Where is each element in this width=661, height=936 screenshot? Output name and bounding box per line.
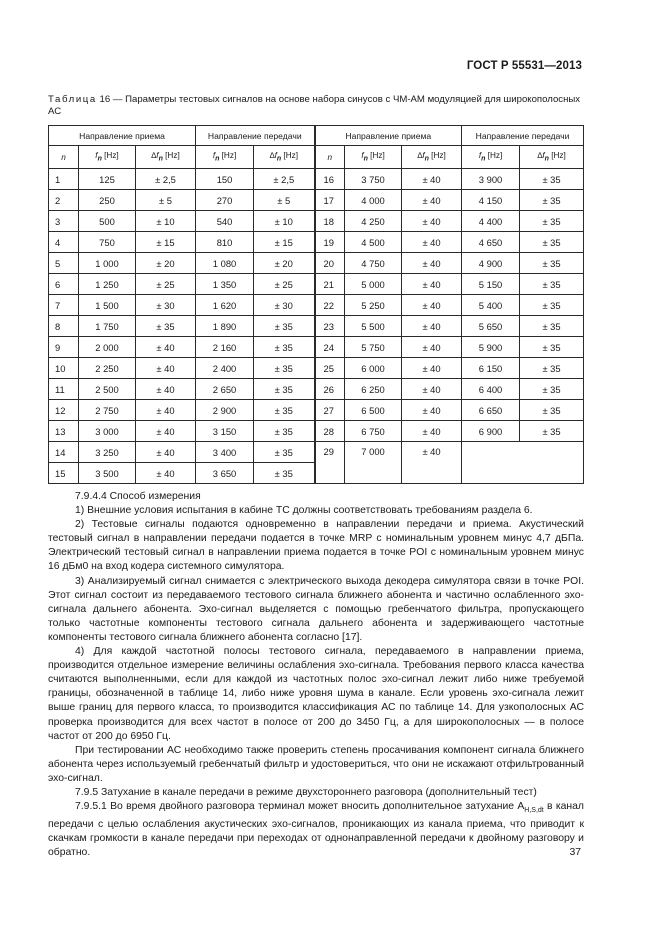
table-cell: 5 650 bbox=[462, 316, 520, 337]
table-cell: ± 35 bbox=[520, 421, 584, 442]
table-cell: 15 bbox=[49, 463, 79, 484]
column-header-frequency: $f_n$ [Hz] bbox=[462, 146, 520, 169]
table-cell: 4 bbox=[49, 232, 79, 253]
table-cell: 2 400 bbox=[196, 358, 254, 379]
table-cell: ± 35 bbox=[520, 295, 584, 316]
table-cell: 4 250 bbox=[345, 211, 402, 232]
table-cell: ± 35 bbox=[136, 316, 196, 337]
table-cell: 1 890 bbox=[196, 316, 254, 337]
table-cell: ± 40 bbox=[402, 442, 462, 484]
table-row bbox=[49, 358, 584, 379]
table-cell: ± 40 bbox=[402, 190, 462, 211]
table-cell: 3 150 bbox=[196, 421, 254, 442]
table-cell: 2 160 bbox=[196, 337, 254, 358]
group-header-row bbox=[49, 126, 584, 146]
table-cell: 1 500 bbox=[79, 295, 136, 316]
table-cell: ± 25 bbox=[254, 274, 315, 295]
table-cell: 4 650 bbox=[462, 232, 520, 253]
table-cell: ± 2,5 bbox=[254, 169, 315, 190]
table-cell: 3 250 bbox=[79, 442, 136, 463]
table-cell: 3 400 bbox=[196, 442, 254, 463]
table-cell: 10 bbox=[49, 358, 79, 379]
group-header-transmit-2: Направление передачи bbox=[462, 126, 584, 146]
table-cell: 3 900 bbox=[462, 169, 520, 190]
table-cell: ± 20 bbox=[254, 253, 315, 274]
table-cell: 24 bbox=[315, 337, 345, 358]
table-cell: 18 bbox=[315, 211, 345, 232]
table-cell: ± 40 bbox=[136, 463, 196, 484]
table-cell: ± 2,5 bbox=[136, 169, 196, 190]
column-header-row bbox=[49, 146, 584, 169]
table-cell: ± 35 bbox=[520, 379, 584, 400]
table-cell: ± 40 bbox=[402, 400, 462, 421]
table-row bbox=[49, 274, 584, 295]
table-cell: 29 bbox=[315, 442, 345, 484]
table-cell: 4 150 bbox=[462, 190, 520, 211]
table-cell: 6 150 bbox=[462, 358, 520, 379]
paragraph-1: 1) Внешние условия испытания в кабине ТС должны соответствовать требованиям раздела 6. bbox=[75, 505, 533, 517]
table-cell: ± 35 bbox=[520, 169, 584, 190]
table-cell: ± 35 bbox=[254, 442, 315, 463]
table-cell: 6 750 bbox=[345, 421, 402, 442]
table-cell: 2 900 bbox=[196, 400, 254, 421]
table-cell: 3 000 bbox=[79, 421, 136, 442]
table-cell: 6 250 bbox=[345, 379, 402, 400]
table-cell: 17 bbox=[315, 190, 345, 211]
test-signal-parameters-table bbox=[48, 125, 584, 484]
table-cell: 6 bbox=[49, 274, 79, 295]
table-cell: 5 150 bbox=[462, 274, 520, 295]
table-cell: 5 000 bbox=[345, 274, 402, 295]
table-cell: ± 20 bbox=[136, 253, 196, 274]
paragraph-measurement-method: 7.9.4.4 Способ измерения bbox=[75, 491, 201, 502]
table-cell: 5 400 bbox=[462, 295, 520, 316]
table-row bbox=[49, 442, 584, 463]
section-text bbox=[48, 490, 584, 861]
table-cell: ± 40 bbox=[402, 232, 462, 253]
table-cell: ± 10 bbox=[254, 211, 315, 232]
table-cell: 5 750 bbox=[345, 337, 402, 358]
table-cell: 22 bbox=[315, 295, 345, 316]
table-cell: 1 000 bbox=[79, 253, 136, 274]
group-header-transmit-1: Направление передачи bbox=[196, 126, 315, 146]
table-cell: 27 bbox=[315, 400, 345, 421]
table-cell: 4 500 bbox=[345, 232, 402, 253]
table-cell: ± 35 bbox=[254, 358, 315, 379]
table-cell: ± 30 bbox=[254, 295, 315, 316]
column-header-deviation: $\Delta f_n$ [Hz] bbox=[254, 146, 315, 169]
table-caption-text: 16 — Параметры тестовых сигналов на основе набора синусов с ЧМ-АМ модуляцией для широкополосных АС bbox=[48, 94, 581, 117]
paragraph-4: 4) Для каждой частотной полосы тестового сигнала, передаваемого в направлении приема, производится отдельное измерение величины ослабления эхо-сигнала. Требования первого класса качества считаются выполненными, если для каждой из частотных полос эхо-сигнал лежит либо ниже требуемой границы, обозначенной в таблице 14, либо ниже уровня шума в канале. Если уровень эхо-сигнала лежит выше границ для первого класса, то производится классификация АС по таблице 14. Для узкополосных АС проверка производится для всех частот в полосе от 200 до 3450 Гц, а для широкополосных — в полосе частот от 200 до 6950 Гц. bbox=[48, 646, 584, 742]
table-cell: 6 000 bbox=[345, 358, 402, 379]
table-cell: 2 750 bbox=[79, 400, 136, 421]
table-cell: ± 35 bbox=[254, 337, 315, 358]
table-cell: 2 250 bbox=[79, 358, 136, 379]
table-cell: 750 bbox=[79, 232, 136, 253]
table-cell: 20 bbox=[315, 253, 345, 274]
table-cell: ± 40 bbox=[402, 379, 462, 400]
table-cell: 1 750 bbox=[79, 316, 136, 337]
table-row bbox=[49, 421, 584, 442]
table-cell: 6 650 bbox=[462, 400, 520, 421]
paragraph-2: 2) Тестовые сигналы подаются одновременно в направлении передачи и приема. Акустический тестовый сигнал в направлении передачи подается в точке MRP с номинальным уровнем минус 4,7 дБПа. Электрический тестовый сигнал в направлении приема подается в точке POI с номинальным уровнем минус 16 дБм0 на вход кодера системного симулятора. bbox=[48, 519, 584, 573]
table-cell: 6 900 bbox=[462, 421, 520, 442]
group-header-receive-1: Направление приема bbox=[49, 126, 196, 146]
table-cell: 7 bbox=[49, 295, 79, 316]
table-cell: ± 40 bbox=[402, 337, 462, 358]
table-cell: 6 400 bbox=[462, 379, 520, 400]
table-cell: ± 40 bbox=[402, 211, 462, 232]
column-header-frequency: $f_n$ [Hz] bbox=[79, 146, 136, 169]
table-cell: 500 bbox=[79, 211, 136, 232]
empty-cell bbox=[462, 442, 584, 484]
table-cell: ± 40 bbox=[402, 169, 462, 190]
table-cell: ± 35 bbox=[520, 253, 584, 274]
table-cell: ± 25 bbox=[136, 274, 196, 295]
table-cell: 26 bbox=[315, 379, 345, 400]
table-cell: 1 620 bbox=[196, 295, 254, 316]
paragraph-5: При тестировании АС необходимо также проверить степень просачивания компонент сигнала ближнего абонента через используемый гребенчатый фильтр и удостовериться, что они не искажают отфильтрованный эхо-сигнал. bbox=[48, 744, 584, 784]
group-header-receive-2: Направление приема bbox=[315, 126, 462, 146]
table-cell: 270 bbox=[196, 190, 254, 211]
table-cell: 28 bbox=[315, 421, 345, 442]
table-cell: ± 5 bbox=[254, 190, 315, 211]
table-cell: ± 5 bbox=[136, 190, 196, 211]
table-row bbox=[49, 169, 584, 190]
table-cell: 19 bbox=[315, 232, 345, 253]
table-cell: ± 35 bbox=[520, 274, 584, 295]
table-row bbox=[49, 232, 584, 253]
table-cell: ± 40 bbox=[136, 379, 196, 400]
table-row bbox=[49, 211, 584, 232]
table-cell: 14 bbox=[49, 442, 79, 463]
table-cell: ± 40 bbox=[136, 337, 196, 358]
table-cell: 23 bbox=[315, 316, 345, 337]
table-cell: ± 40 bbox=[402, 295, 462, 316]
table-cell: ± 35 bbox=[520, 211, 584, 232]
table-cell: ± 35 bbox=[520, 316, 584, 337]
table-cell: ± 35 bbox=[520, 400, 584, 421]
table-row bbox=[49, 253, 584, 274]
table-cell: 12 bbox=[49, 400, 79, 421]
table-row bbox=[49, 337, 584, 358]
table-cell: ± 10 bbox=[136, 211, 196, 232]
paragraph-7-9-5-1: 7.9.5.1 Во время двойного разговора терминал может вносить дополнительное затухание $A_{H,S,dt}$ в канал передачи с целью ослабления акустических эхо-сигналов, проникающих из канала приема, что приводит к скачкам громкости в канале передачи при переходах от однонаправленной передачи к двойному разговору и обратно. bbox=[48, 801, 584, 859]
column-header-frequency: $f_n$ [Hz] bbox=[345, 146, 402, 169]
table-cell: ± 40 bbox=[402, 358, 462, 379]
table-row bbox=[49, 400, 584, 421]
table-cell: 540 bbox=[196, 211, 254, 232]
table-caption-label: Таблица bbox=[48, 94, 97, 105]
table-cell: ± 35 bbox=[254, 421, 315, 442]
table-caption bbox=[48, 94, 583, 118]
table-cell: ± 30 bbox=[136, 295, 196, 316]
section-heading-7-9-5: 7.9.5 Затухание в канале передачи в режиме двухстороннего разговора (дополнительный тест) bbox=[75, 786, 537, 798]
table-cell: 4 000 bbox=[345, 190, 402, 211]
table-cell: ± 15 bbox=[136, 232, 196, 253]
table-cell: 11 bbox=[49, 379, 79, 400]
table-cell: ± 40 bbox=[136, 421, 196, 442]
table-cell: 1 350 bbox=[196, 274, 254, 295]
table-cell: 2 bbox=[49, 190, 79, 211]
table-cell: 5 bbox=[49, 253, 79, 274]
table-cell: 1 080 bbox=[196, 253, 254, 274]
table-cell: ± 35 bbox=[254, 463, 315, 484]
table-cell: 3 bbox=[49, 211, 79, 232]
table-cell: ± 40 bbox=[402, 316, 462, 337]
table-cell: ± 40 bbox=[136, 358, 196, 379]
table-cell: 16 bbox=[315, 169, 345, 190]
table-row bbox=[49, 316, 584, 337]
table-cell: 2 650 bbox=[196, 379, 254, 400]
table-cell: 8 bbox=[49, 316, 79, 337]
table-cell: 2 000 bbox=[79, 337, 136, 358]
table-cell: 6 500 bbox=[345, 400, 402, 421]
table-cell: ± 35 bbox=[254, 316, 315, 337]
column-header-deviation: $\Delta f_n$ [Hz] bbox=[402, 146, 462, 169]
table-cell: 810 bbox=[196, 232, 254, 253]
table-cell: 3 500 bbox=[79, 463, 136, 484]
table-cell: 7 000 bbox=[345, 442, 402, 484]
table-cell: ± 35 bbox=[520, 337, 584, 358]
column-header-frequency: $f_n$ [Hz] bbox=[196, 146, 254, 169]
standard-code: ГОСТ Р 55531—2013 bbox=[466, 60, 582, 72]
column-header-n: n bbox=[49, 146, 79, 169]
table-cell: ± 40 bbox=[136, 442, 196, 463]
table-row bbox=[49, 295, 584, 316]
table-cell: 2 500 bbox=[79, 379, 136, 400]
table-cell: ± 15 bbox=[254, 232, 315, 253]
table-cell: 5 250 bbox=[345, 295, 402, 316]
table-cell: ± 35 bbox=[520, 190, 584, 211]
paragraph-3: 3) Анализируемый сигнал снимается с электрического выхода декодера симулятора связи в точке POI. Этот сигнал состоит из передаваемого тестового сигнала ближнего абонента и частично ослабленного эхо-сигнала дальнего абонента. Эхо-сигнал выделяется с помощью гребенчатого фильтра, пропускающего только частотные компоненты тестового сигнала дальнего абонента и задерживающего частотные компоненты тестового сигнала ближнего абонента согласно [17]. bbox=[48, 575, 584, 643]
table-row bbox=[49, 190, 584, 211]
table-cell: 125 bbox=[79, 169, 136, 190]
column-header-deviation: $\Delta f_n$ [Hz] bbox=[136, 146, 196, 169]
table-cell: ± 35 bbox=[520, 232, 584, 253]
column-header-n: n bbox=[315, 146, 345, 169]
table-cell: 1 bbox=[49, 169, 79, 190]
table-cell: 25 bbox=[315, 358, 345, 379]
table-cell: 250 bbox=[79, 190, 136, 211]
table-cell: 150 bbox=[196, 169, 254, 190]
page-number: 37 bbox=[569, 847, 581, 858]
table-cell: ± 40 bbox=[402, 253, 462, 274]
table-cell: 3 650 bbox=[196, 463, 254, 484]
table-cell: 4 900 bbox=[462, 253, 520, 274]
table-cell: 1 250 bbox=[79, 274, 136, 295]
table-cell: ± 35 bbox=[254, 400, 315, 421]
table-cell: ± 40 bbox=[402, 421, 462, 442]
table-cell: 5 900 bbox=[462, 337, 520, 358]
table-cell: 9 bbox=[49, 337, 79, 358]
table-row bbox=[49, 379, 584, 400]
table-cell: ± 35 bbox=[520, 358, 584, 379]
table-cell: 21 bbox=[315, 274, 345, 295]
table-cell: ± 40 bbox=[402, 274, 462, 295]
column-header-deviation: $\Delta f_n$ [Hz] bbox=[520, 146, 584, 169]
table-cell: 4 750 bbox=[345, 253, 402, 274]
table-cell: 3 750 bbox=[345, 169, 402, 190]
table-cell: ± 40 bbox=[136, 400, 196, 421]
table-cell: 13 bbox=[49, 421, 79, 442]
table-cell: 5 500 bbox=[345, 316, 402, 337]
table-cell: ± 35 bbox=[254, 379, 315, 400]
table-cell: 4 400 bbox=[462, 211, 520, 232]
